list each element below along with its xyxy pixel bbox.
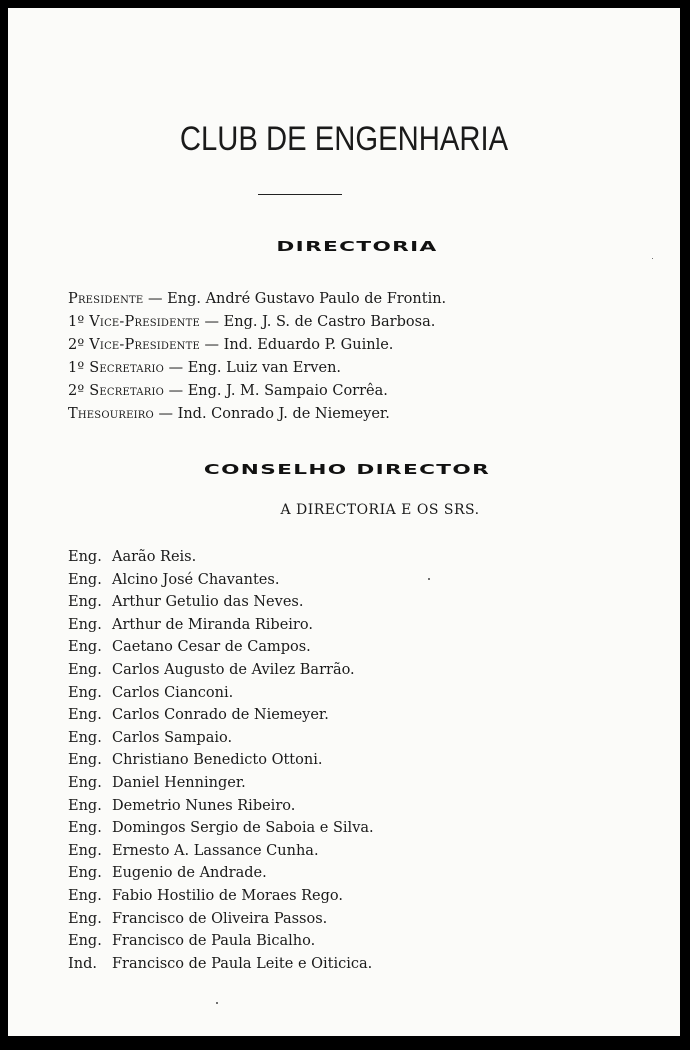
member-row — [68, 953, 374, 976]
page-title: CLUB DE ENGENHARIA — [179, 120, 509, 158]
member-row — [68, 840, 374, 863]
conselho-heading: CONSELHO DIRECTOR — [203, 461, 491, 478]
member-prefix: Eng. — [68, 933, 102, 950]
member-row — [68, 885, 374, 908]
officer-row — [68, 288, 446, 311]
member-prefix: Eng. — [68, 910, 102, 927]
officer-name: — Eng. André Gustavo Paulo de Frontin. — [143, 291, 447, 307]
member-name: Francisco de Paula Leite e Oiticica. — [112, 955, 373, 972]
officer-role: 1º Vice-Presidente — [68, 314, 200, 330]
member-name: Aarão Reis. — [112, 549, 197, 565]
member-prefix: Eng. — [68, 865, 102, 882]
member-row — [68, 682, 374, 705]
member-name: Daniel Henninger. — [112, 774, 246, 791]
officer-row — [68, 311, 446, 334]
member-name: Arthur de Miranda Ribeiro. — [112, 616, 313, 633]
member-name: Francisco de Oliveira Passos. — [112, 910, 328, 927]
member-prefix: Eng. — [68, 729, 102, 746]
member-prefix: Eng. — [68, 774, 102, 791]
member-row — [68, 569, 374, 592]
officer-row — [68, 334, 446, 357]
member-row — [68, 614, 374, 637]
member-name: Francisco de Paula Bicalho. — [112, 933, 316, 950]
member-prefix: Eng. — [68, 684, 102, 701]
member-row — [68, 704, 374, 727]
member-name: Carlos Augusto de Avilez Barrão. — [112, 661, 355, 678]
member-row — [68, 795, 374, 818]
member-row — [68, 772, 374, 795]
member-name: Alcino José Chavantes. — [112, 571, 280, 588]
ink-speck — [428, 578, 430, 580]
member-name: Carlos Conrado de Niemeyer. — [112, 707, 329, 724]
member-name: Fabio Hostilio de Moraes Rego. — [112, 887, 343, 904]
member-row — [68, 659, 374, 682]
member-name: Domingos Sergio de Saboia e Silva. — [112, 820, 374, 837]
member-row — [68, 546, 374, 569]
member-prefix: Eng. — [68, 842, 102, 859]
officer-role: Thesoureiro — [68, 406, 154, 422]
officer-role: Presidente — [68, 291, 144, 307]
officer-name: — Eng. J. M. Sampaio Corrêa. — [164, 383, 388, 399]
member-prefix: Eng. — [68, 549, 102, 565]
officers-list — [68, 288, 446, 426]
officer-row — [68, 403, 446, 426]
officer-role: 1º Secretario — [68, 360, 164, 376]
member-prefix: Eng. — [68, 616, 102, 633]
member-row — [68, 908, 374, 931]
member-row — [68, 817, 374, 840]
member-name: Carlos Cianconi. — [112, 684, 234, 701]
member-row — [68, 727, 374, 750]
member-prefix: Eng. — [68, 887, 102, 904]
member-prefix: Eng. — [68, 571, 102, 588]
member-prefix: Eng. — [68, 661, 102, 678]
officer-name: — Ind. Conrado J. de Niemeyer. — [153, 406, 390, 422]
member-name: Carlos Sampaio. — [112, 729, 233, 746]
ink-speck — [216, 1002, 218, 1004]
member-row — [68, 862, 374, 885]
ink-speck — [652, 258, 653, 259]
member-prefix: Eng. — [68, 707, 102, 724]
member-name: Eugenio de Andrade. — [112, 865, 267, 882]
member-prefix: Eng. — [68, 639, 102, 656]
officer-row — [68, 357, 446, 380]
officer-name: — Eng. Luiz van Erven. — [164, 360, 342, 376]
member-prefix: Eng. — [68, 820, 102, 837]
officer-role: 2º Vice-Presidente — [68, 337, 200, 353]
document-page — [8, 8, 680, 1036]
member-prefix: Eng. — [68, 594, 102, 611]
officer-name: — Eng. J. S. de Castro Barbosa. — [199, 314, 436, 330]
member-row — [68, 591, 374, 614]
members-list — [68, 546, 374, 975]
member-prefix: Eng. — [68, 752, 102, 769]
conselho-subtitle: A DIRECTORIA E OS SRS. — [280, 502, 480, 518]
member-row — [68, 636, 374, 659]
member-name: Ernesto A. Lassance Cunha. — [112, 842, 319, 859]
member-row — [68, 930, 374, 953]
title-divider — [258, 194, 342, 195]
member-name: Caetano Cesar de Campos. — [112, 639, 311, 656]
member-name: Christiano Benedicto Ottoni. — [112, 752, 323, 769]
officer-row — [68, 380, 446, 403]
member-row — [68, 749, 374, 772]
member-prefix: Ind. — [68, 955, 97, 972]
member-name: Arthur Getulio das Neves. — [112, 594, 304, 611]
member-name: Demetrio Nunes Ribeiro. — [112, 797, 296, 814]
officer-name: — Ind. Eduardo P. Guinle. — [199, 337, 394, 353]
directoria-heading: DIRECTORIA — [276, 238, 438, 255]
member-prefix: Eng. — [68, 797, 102, 814]
officer-role: 2º Secretario — [68, 383, 164, 399]
